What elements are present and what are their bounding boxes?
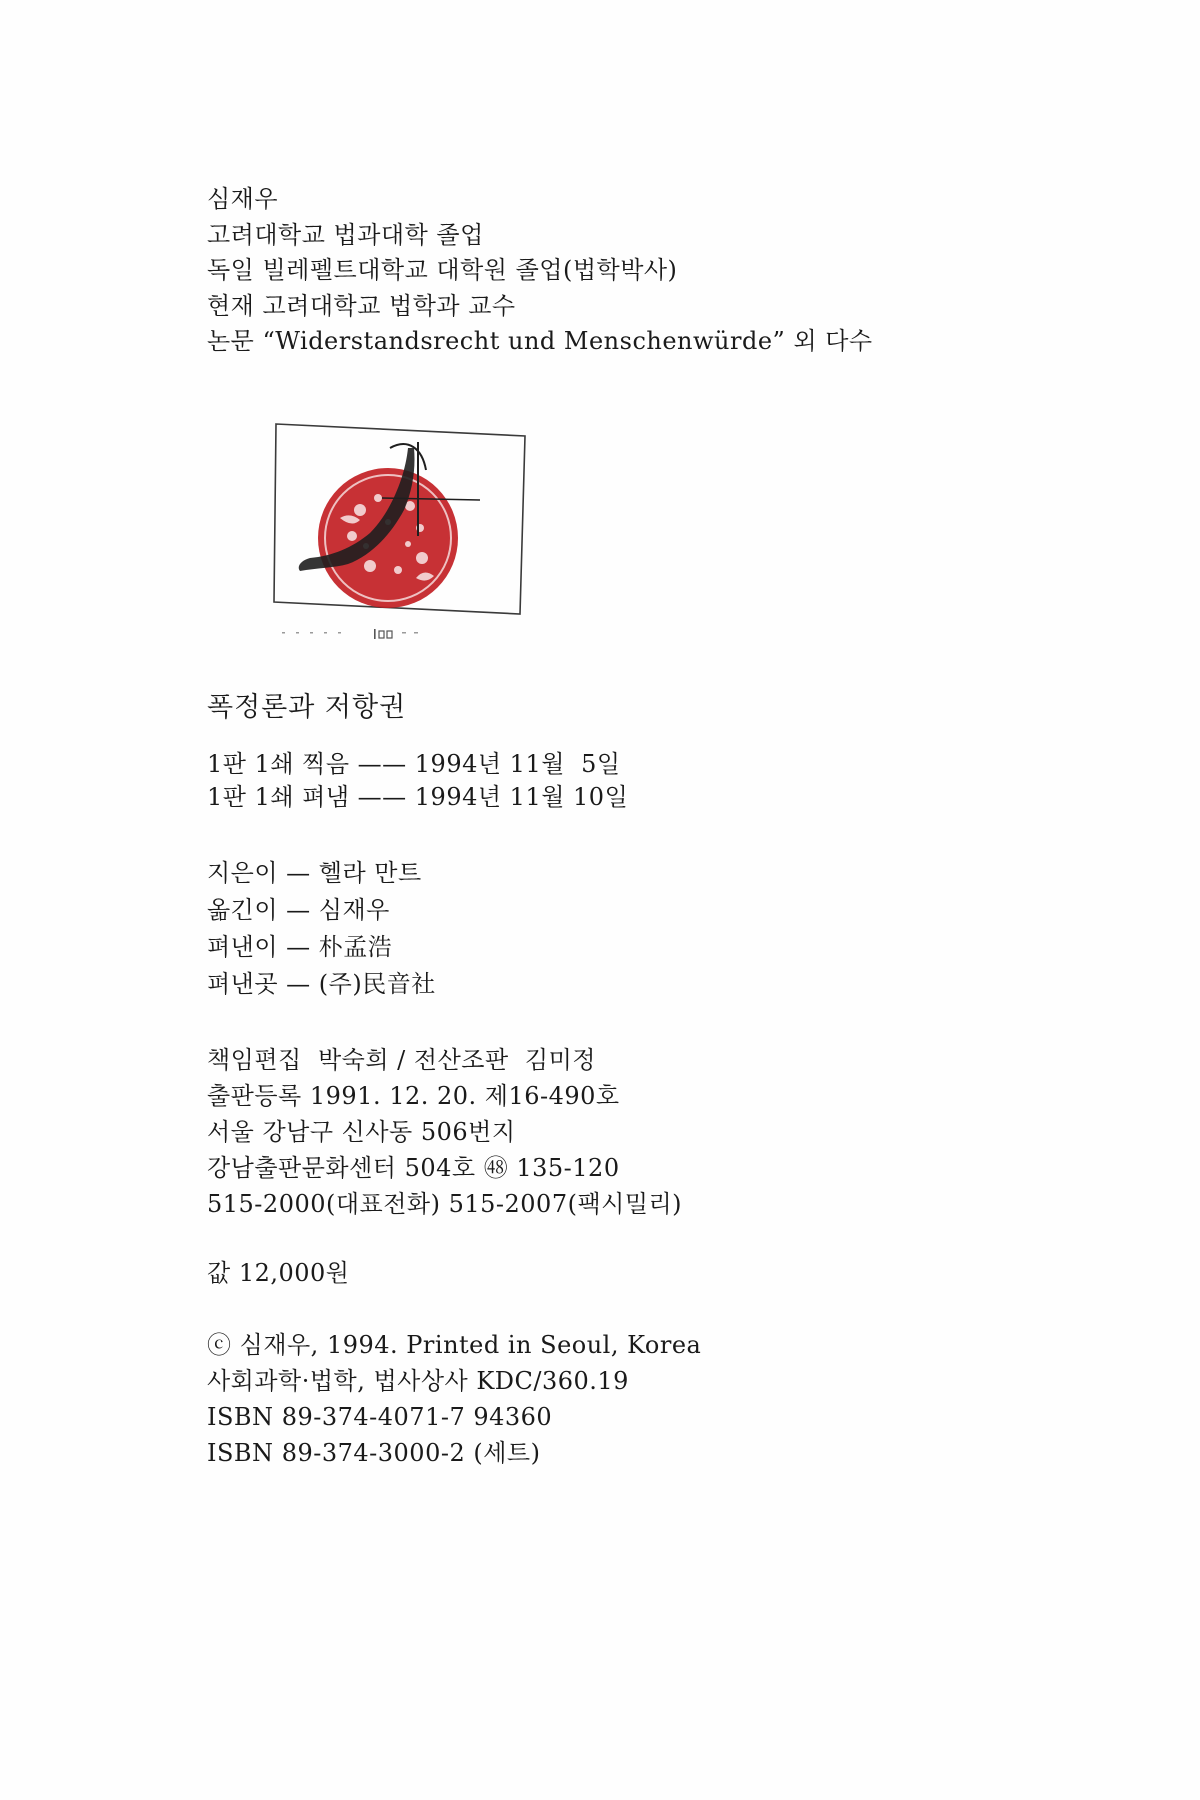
bio-line: 고려대학교 법과대학 졸업 bbox=[207, 220, 484, 249]
phone-line: 515-2000(대표전화) 515-2007(팩시밀리) bbox=[207, 1190, 683, 1218]
editors-line: 책임편집 박숙희 / 전산조판 김미정 bbox=[207, 1046, 596, 1074]
rights-block bbox=[207, 1327, 701, 1471]
publishing-house-credit: 펴낸곳 — (주)民音社 bbox=[207, 970, 436, 998]
publisher-credit: 펴낸이 — 朴孟浩 bbox=[207, 933, 393, 961]
postal-mark-icon: ㊽ bbox=[483, 1154, 509, 1182]
print-date: 1판 1쇄 찍음 —— 1994년 11월 5일 bbox=[207, 750, 621, 778]
price: 값 12,000원 bbox=[207, 1259, 350, 1287]
translator-bio bbox=[207, 182, 873, 360]
seal-stamp-icon bbox=[270, 418, 532, 658]
classification-line: 사회과학·법학, 법사상사 KDC/360.19 bbox=[207, 1367, 629, 1395]
translator-name: 심재우 bbox=[207, 185, 279, 213]
bio-line: 논문 “Widerstandsrecht und Menschenwürde” 외 다수 bbox=[207, 327, 873, 355]
isbn-set: ISBN 89-374-3000-2 (세트) bbox=[207, 1439, 541, 1467]
postal-code: 135-120 bbox=[508, 1154, 620, 1182]
bio-line: 현재 고려대학교 법학과 교수 bbox=[207, 291, 516, 320]
credits bbox=[207, 855, 436, 1003]
price-block bbox=[207, 1255, 349, 1291]
author-credit: 지은이 — 헬라 만트 bbox=[207, 859, 422, 887]
publication-info bbox=[207, 1042, 682, 1222]
center-name: 강남출판문화센터 504호 bbox=[207, 1154, 484, 1182]
address-line: 서울 강남구 신사동 506번지 bbox=[207, 1118, 516, 1146]
isbn-book: ISBN 89-374-4071-7 94360 bbox=[207, 1403, 553, 1431]
center-line bbox=[207, 1150, 682, 1186]
translator-credit: 옮긴이 — 심재우 bbox=[207, 896, 390, 924]
edition-dates bbox=[207, 748, 628, 814]
copyright-line: ⓒ 심재우, 1994. Printed in Seoul, Korea bbox=[207, 1331, 702, 1359]
bio-line: 독일 빌레펠트대학교 대학원 졸업(법학박사) bbox=[207, 256, 678, 284]
book-title: 폭정론과 저항권 bbox=[207, 692, 407, 723]
registration-line: 출판등록 1991. 12. 20. 제16-490호 bbox=[207, 1082, 620, 1110]
publish-date: 1판 1쇄 펴냄 —— 1994년 11월 10일 bbox=[207, 783, 629, 811]
seal-caption-marks bbox=[282, 626, 452, 640]
